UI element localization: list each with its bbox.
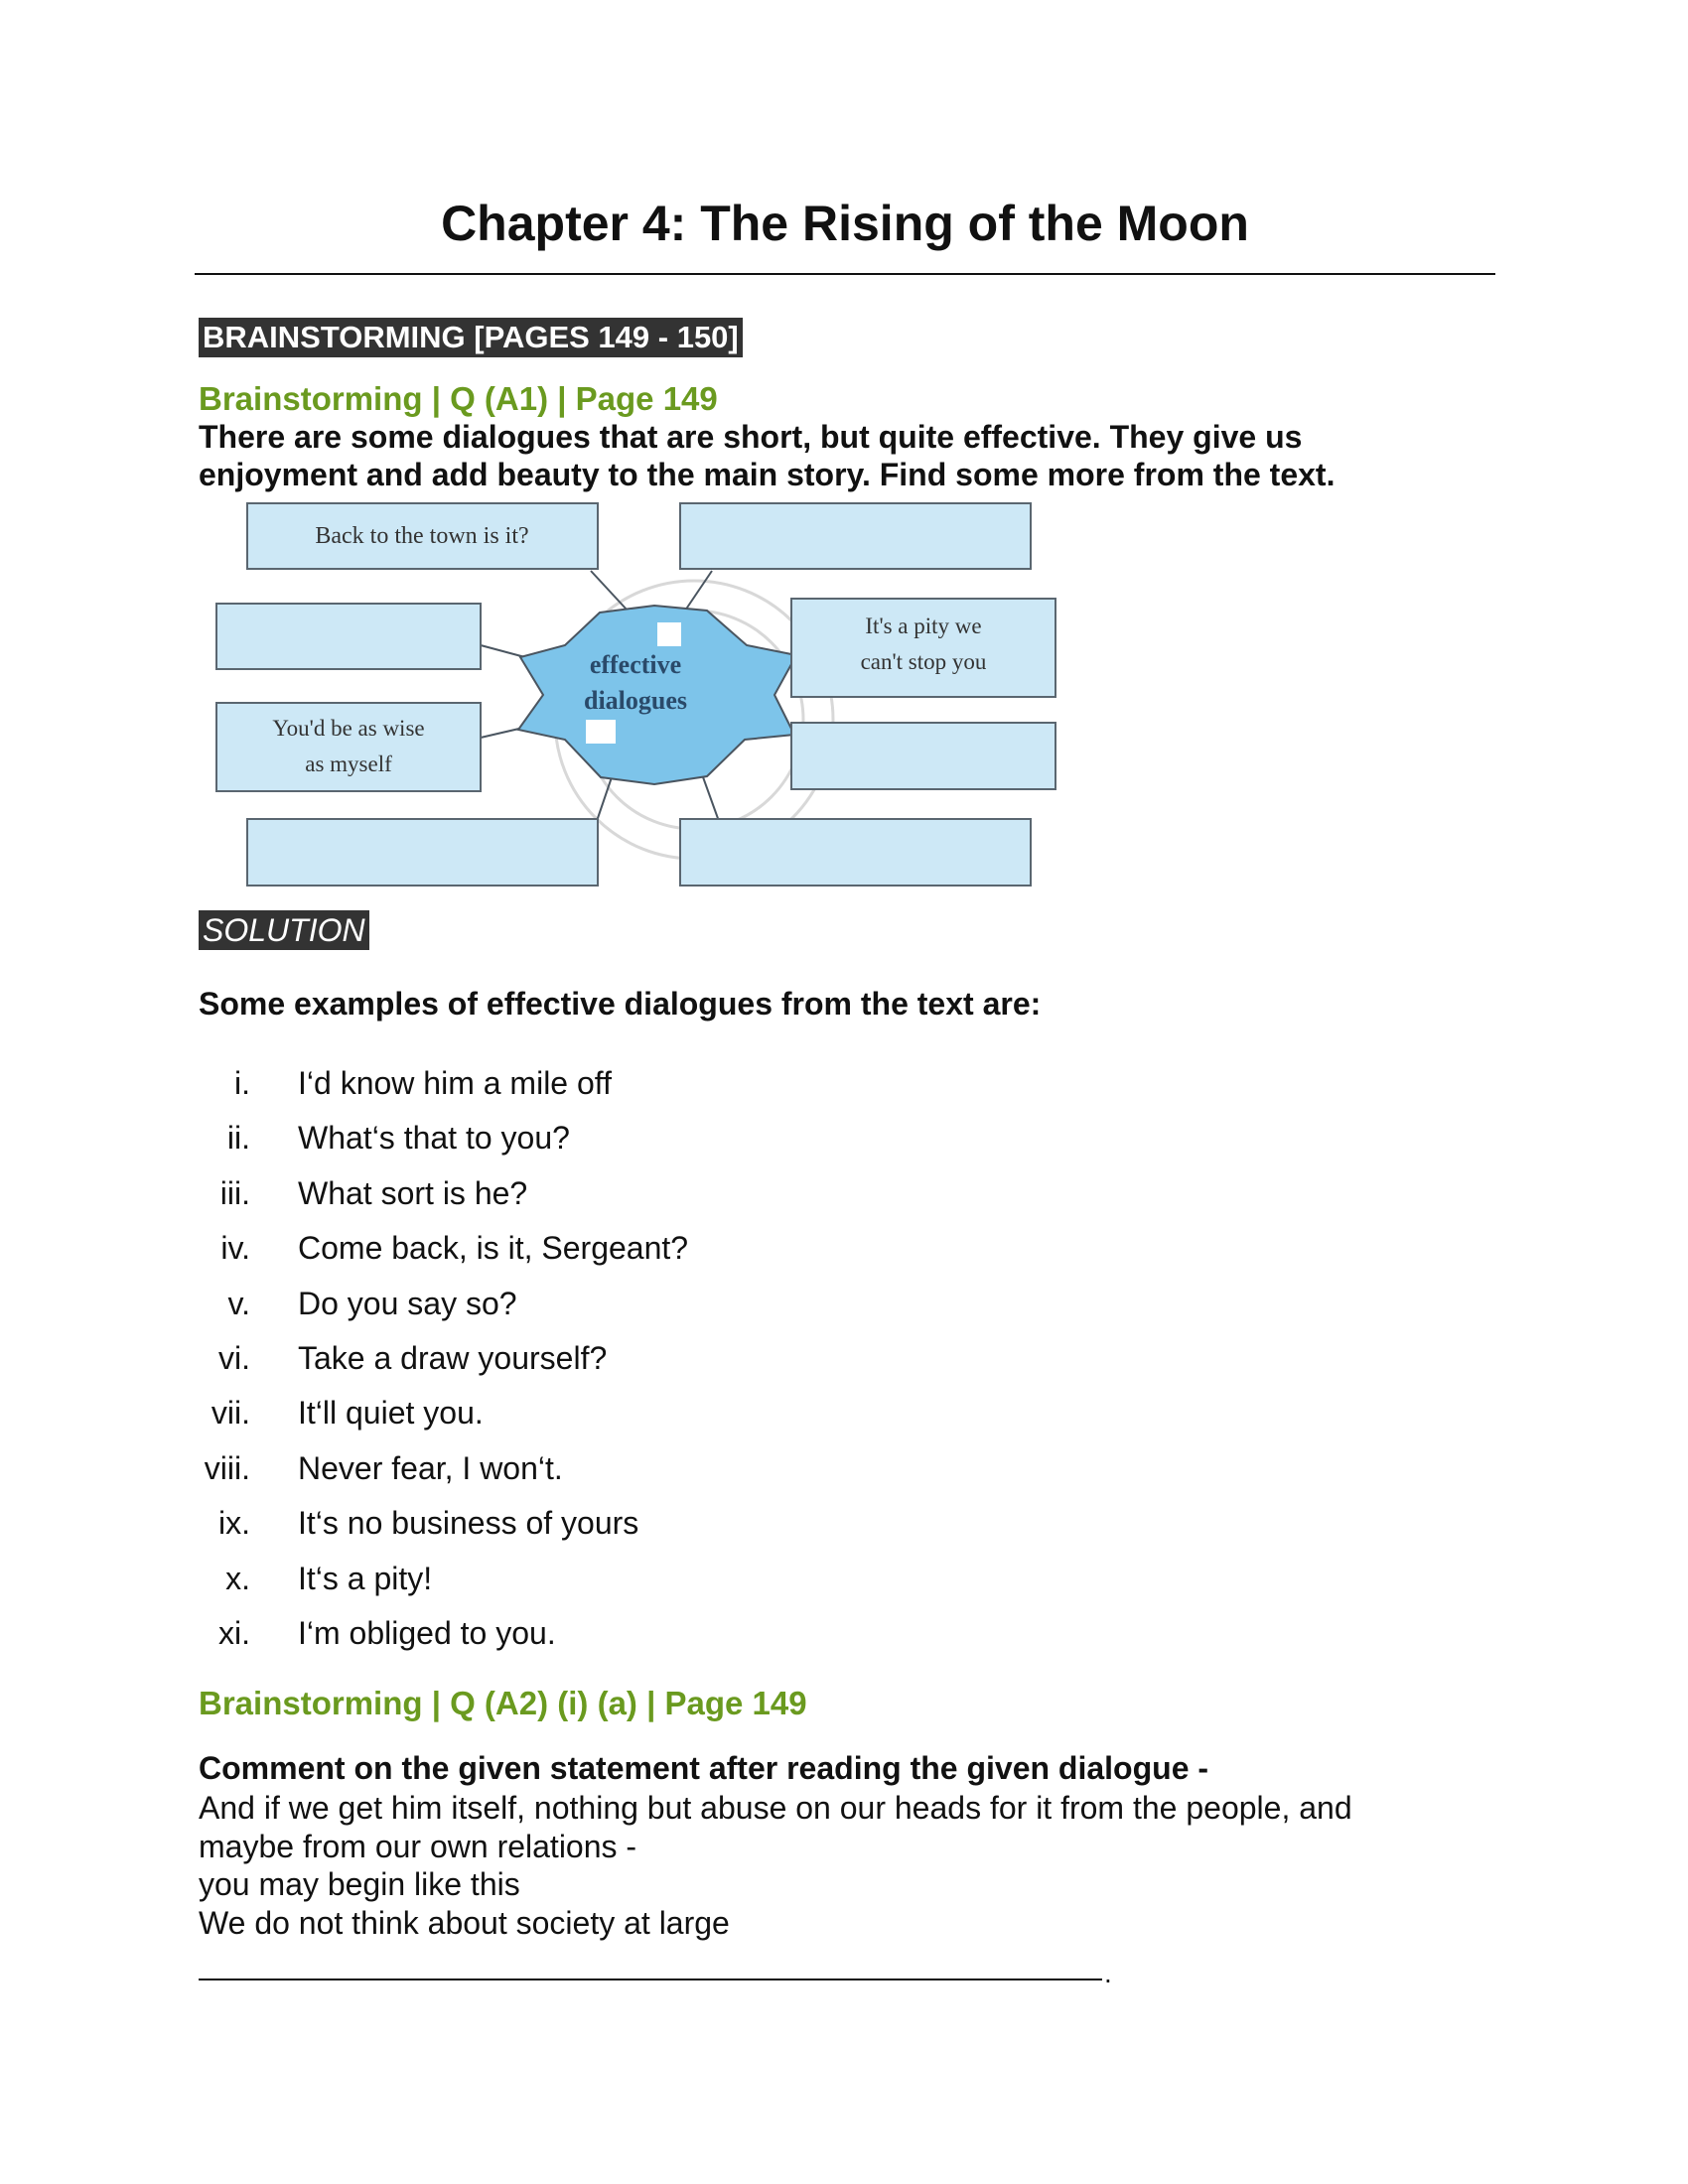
answer-item [199, 1168, 688, 1223]
dialogue-box-top-right-empty [680, 503, 1031, 569]
answer-number: v. [227, 1285, 250, 1321]
answer-number: x. [225, 1560, 250, 1596]
dialogue-box-low-right-empty [791, 723, 1055, 789]
answer-item [199, 1608, 688, 1663]
answer-text: It‘s a pity! [298, 1560, 433, 1596]
dialogue-line: We do not think about society at large [199, 1904, 730, 1941]
dialogue-line: you may begin like this [199, 1866, 520, 1902]
answer-item [199, 1223, 688, 1278]
answer-number: ix. [218, 1505, 250, 1542]
answer-number: iii. [219, 1174, 250, 1211]
answer-item [199, 1388, 688, 1442]
answer-text: Do you say so? [298, 1285, 517, 1321]
answer-item [199, 1554, 688, 1608]
center-label-line2: dialogues [583, 686, 688, 715]
page-title: Chapter 4: The Rising of the Moon [441, 196, 1249, 251]
answer-text: Take a draw yourself? [298, 1339, 608, 1376]
answer-list [199, 1058, 688, 1663]
answer-item [199, 1333, 688, 1388]
answer-item [199, 1058, 688, 1113]
answer-number: vii. [211, 1395, 250, 1432]
dialogue-box-text: You'd be as wise [272, 716, 425, 741]
question-a1-text: There are some dialogues that are short, but quite effective. They give us enjoyment and add beauty to the main story. Find some more from the text. [199, 419, 1336, 492]
solution-label: SOLUTION [199, 910, 369, 950]
center-blank-mark [586, 720, 616, 744]
dialogue-box-text: can't stop you [860, 649, 987, 674]
answer-number: vi. [218, 1339, 250, 1376]
answer-number: xi. [218, 1614, 250, 1651]
answer-number: iv. [220, 1230, 250, 1267]
answer-blank-period: . [1104, 1958, 1112, 1988]
dialogue-box-text: It's a pity we [865, 614, 982, 638]
answer-text: I‘m obliged to you. [298, 1614, 556, 1651]
dialogue-box-mid-left-empty [216, 604, 481, 669]
dialogue-line: And if we get him itself, nothing but abuse on our heads for it from the people, and maybe from our own relations - [199, 1790, 1352, 1864]
question-a2-heading: Brainstorming | Q (A2) (i) (a) | Page 149 [199, 1685, 807, 1721]
answer-text: What sort is he? [298, 1174, 528, 1211]
connector-line [702, 774, 720, 824]
solution-intro: Some examples of effective dialogues from the text are: [199, 986, 1042, 1022]
answer-text: I‘d know him a mile off [298, 1065, 612, 1101]
center-label-line1: effective [589, 650, 682, 679]
answer-number: ii. [226, 1120, 250, 1157]
dialogue-box-bottom-right-empty [680, 819, 1031, 886]
answer-text: Come back, is it, Sergeant? [298, 1230, 689, 1267]
dialogue-box-text: Back to the town is it? [315, 523, 529, 549]
answer-number: i. [234, 1065, 250, 1101]
answer-text: It‘s no business of yours [298, 1505, 639, 1542]
answer-item [199, 1498, 688, 1553]
section-label: BRAINSTORMING [PAGES 149 - 150] [199, 318, 743, 357]
dialogue-box-bottom-left-empty [247, 819, 598, 886]
answer-text: What‘s that to you? [298, 1120, 570, 1157]
question-a1-heading: Brainstorming | Q (A1) | Page 149 [199, 380, 718, 417]
dialogue-box-text: as myself [305, 751, 392, 776]
answer-text: It‘ll quiet you. [298, 1395, 484, 1432]
connector-line [685, 571, 712, 611]
effective-dialogues-web-diagram [211, 496, 1084, 898]
question-a2-instruction: Comment on the given statement after reading the given dialogue - [199, 1750, 1209, 1786]
answer-blank-line [199, 1979, 1102, 1980]
answer-item [199, 1279, 688, 1333]
title-underline [195, 273, 1495, 275]
answer-item [199, 1113, 688, 1167]
answer-number: viii. [204, 1449, 250, 1486]
answer-text: Never fear, I won‘t. [298, 1449, 563, 1486]
center-blank-mark [657, 622, 681, 646]
answer-item [199, 1443, 688, 1498]
connector-line [591, 571, 628, 611]
question-a2-dialogue [199, 1789, 1450, 1942]
